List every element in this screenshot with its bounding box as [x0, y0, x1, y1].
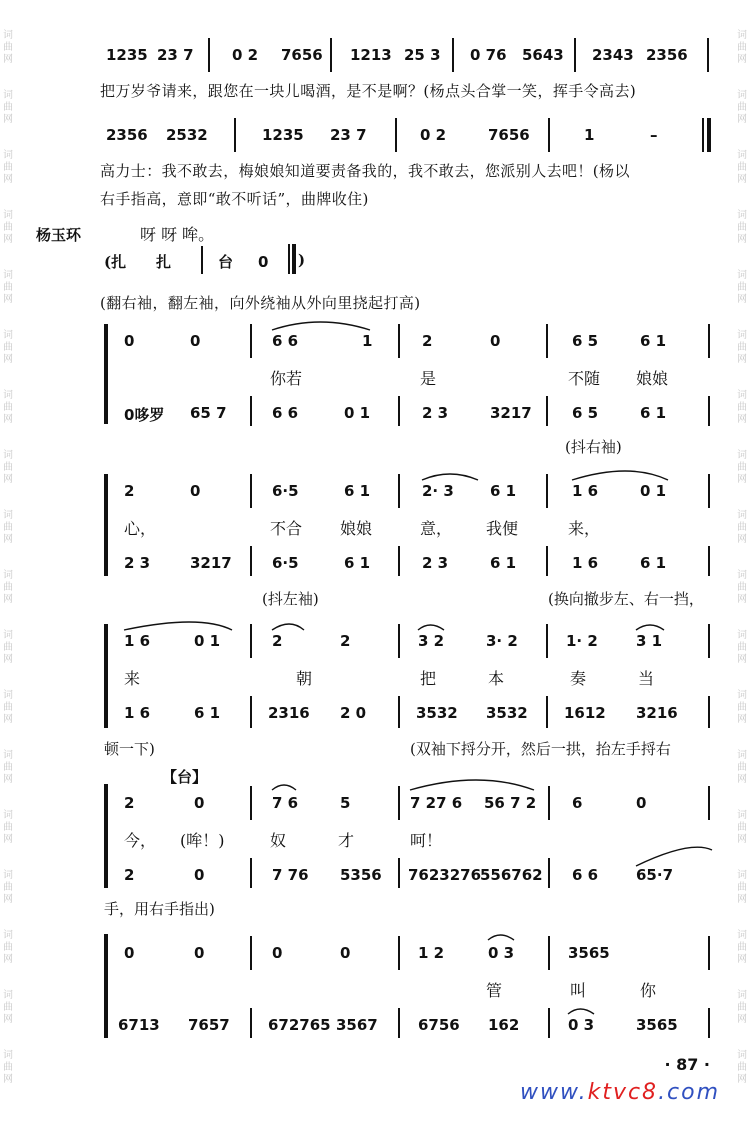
percussion: (扎 [104, 253, 127, 271]
slur [418, 625, 444, 630]
watermark-text: 词曲网 [737, 30, 747, 65]
watermark-text: 词曲网 [3, 990, 13, 1025]
watermark-text: 词曲网 [3, 690, 13, 725]
watermark-text: 词曲网 [737, 690, 747, 725]
note: 3217 [190, 554, 232, 572]
note: 3565 [636, 1016, 678, 1034]
stage-direction: (双袖下捋分开，然后一拱，抬左手捋右 [410, 740, 671, 758]
note: 0 3 [568, 1016, 595, 1034]
note: 0 [124, 332, 135, 350]
note: 6 [572, 794, 583, 812]
note: 2356 [646, 46, 688, 64]
note: 2 [272, 632, 283, 650]
note: 6 5 [572, 332, 599, 350]
note: 6 1 [344, 554, 371, 572]
lyric: 把 [420, 669, 437, 688]
stage-direction: 高力士：我不敢去，梅娘娘知道要责备我的，我不敢去，您派别人去吧！(杨以 [100, 162, 630, 180]
note: 6·5 [272, 554, 299, 572]
note: 2 3 [422, 554, 449, 572]
note: 6·5 [272, 482, 299, 500]
note: 6 1 [640, 554, 667, 572]
note: 0 1 [194, 632, 221, 650]
note: 3217 [490, 404, 532, 422]
watermark-text: 词曲网 [3, 510, 13, 545]
watermark-text: 词曲网 [3, 750, 13, 785]
note: 6 1 [640, 332, 667, 350]
note: 0 2 [420, 126, 447, 144]
watermark-text: 词曲网 [3, 450, 13, 485]
stage-direction: 顿一下) [104, 740, 155, 758]
slur [636, 847, 712, 866]
slur [272, 322, 370, 330]
lyric: 不合 [270, 519, 303, 538]
note: 0哆罗 [124, 406, 165, 424]
note: 1235 [106, 46, 148, 64]
lyric: 娘娘 [636, 369, 669, 388]
slur [568, 1009, 594, 1014]
note: 1612 [564, 704, 606, 722]
note: 2 [340, 632, 351, 650]
note: 0 [194, 944, 205, 962]
note: 6713 [118, 1016, 160, 1034]
watermark-text: 词曲网 [737, 330, 747, 365]
watermark-text: 词曲网 [737, 750, 747, 785]
watermark-text: 词曲网 [737, 570, 747, 605]
note: 2 [422, 332, 433, 350]
note: 2 [124, 866, 135, 884]
slur [272, 785, 296, 790]
watermark-text: 词曲网 [3, 210, 13, 245]
note: 6 1 [344, 482, 371, 500]
note: 1235 [262, 126, 304, 144]
watermark-text: 词曲网 [3, 390, 13, 425]
note: 3567 [336, 1016, 378, 1034]
note: 0 [190, 332, 201, 350]
watermark-text: 词曲网 [737, 150, 747, 185]
watermark-text: 词曲网 [737, 270, 747, 305]
note: 0 [194, 794, 205, 812]
note: 6 6 [272, 404, 299, 422]
note: 2356 [106, 126, 148, 144]
lyric: 娘娘 [340, 519, 373, 538]
note: 672765 [268, 1016, 331, 1034]
note: 0 [124, 944, 135, 962]
percussion: 0 [258, 253, 269, 271]
lyric: 本 [488, 669, 505, 688]
stage-note: (抖左袖) [262, 590, 319, 608]
note: 5643 [522, 46, 564, 64]
note: 6 6 [272, 332, 299, 350]
lyric: 奴 [270, 831, 287, 850]
note: 1 [584, 126, 595, 144]
lyric: 来， [568, 519, 601, 538]
watermark-text: 词曲网 [3, 570, 13, 605]
note: 23 7 [157, 46, 194, 64]
stage-note: (换向撤步左、右一挡， [548, 590, 704, 608]
lyric: 心， [124, 519, 157, 538]
note: 2532 [166, 126, 208, 144]
stage-direction: (翻右袖，翻左袖，向外绕袖从外向里挠起打高) [100, 294, 421, 312]
note: 2 [124, 482, 135, 500]
slur [488, 935, 514, 940]
lyric: 才 [338, 831, 355, 850]
lyric: 是 [420, 369, 437, 388]
slur [422, 474, 478, 480]
note: 1 6 [572, 554, 599, 572]
site-suffix: .com [658, 1080, 721, 1105]
slur [124, 622, 232, 630]
note: 1 6 [124, 704, 151, 722]
site-watermark [520, 1080, 720, 1105]
note: 0 [194, 866, 205, 884]
stage-direction: 右手指高，意即“敢不听话”，曲牌收住) [100, 190, 369, 208]
note: 23 7 [330, 126, 367, 144]
stage-note: (抖右袖) [565, 438, 622, 456]
note: 6 6 [572, 866, 599, 884]
note: 7623276 [408, 866, 482, 884]
note: 6 1 [640, 404, 667, 422]
watermark-text: 词曲网 [3, 810, 13, 845]
note: 6 5 [572, 404, 599, 422]
watermark-text: 词曲网 [3, 90, 13, 125]
note: 0 [340, 944, 351, 962]
watermark-text: 词曲网 [3, 270, 13, 305]
note: 556762 [480, 866, 543, 884]
watermark-text: 词曲网 [3, 330, 13, 365]
note: 6 1 [490, 554, 517, 572]
note: 1 [362, 332, 373, 350]
note: 7657 [188, 1016, 230, 1034]
watermark-text: 词曲网 [737, 1050, 747, 1085]
note: 2 3 [422, 404, 449, 422]
lyric: 你若 [270, 369, 303, 388]
note: 0 [636, 794, 647, 812]
note: 65·7 [636, 866, 674, 884]
note: 0 1 [640, 482, 667, 500]
lyric: 管 [486, 981, 503, 1000]
note: 0 76 [470, 46, 507, 64]
note: 2 3 [124, 554, 151, 572]
watermark-text: 词曲网 [737, 990, 747, 1025]
lyric: (哞！) [180, 831, 225, 850]
slur [272, 624, 304, 630]
note: 1213 [350, 46, 392, 64]
note: 162 [488, 1016, 520, 1034]
lyric: 意， [420, 519, 453, 538]
lyric: 不随 [568, 369, 601, 388]
watermark-text: 词曲网 [3, 30, 13, 65]
watermark-text: 词曲网 [3, 870, 13, 905]
note: 7656 [281, 46, 323, 64]
note: 1· 2 [566, 632, 598, 650]
watermark-text: 词曲网 [3, 150, 13, 185]
note: 5 [340, 794, 351, 812]
note: 3 2 [418, 632, 445, 650]
watermark-text: 词曲网 [3, 930, 13, 965]
watermark-text: 词曲网 [737, 510, 747, 545]
note: 2 [124, 794, 135, 812]
watermark-text: 词曲网 [737, 90, 747, 125]
lyric: 叫 [570, 981, 587, 1000]
note: 7 76 [272, 866, 309, 884]
watermark-text: 词曲网 [737, 210, 747, 245]
stage-direction: 手，用右手指出) [104, 900, 215, 918]
lyric: 你 [640, 981, 657, 1000]
watermark-text: 词曲网 [3, 630, 13, 665]
lyric: 奏 [570, 669, 587, 688]
lyric: 朝 [296, 669, 313, 688]
note: 3565 [568, 944, 610, 962]
note: 0 3 [488, 944, 515, 962]
lyric: 我便 [486, 519, 519, 538]
note: 6 1 [490, 482, 517, 500]
note: 5356 [340, 866, 382, 884]
note: 2· 3 [422, 482, 454, 500]
watermark-text: 词曲网 [737, 930, 747, 965]
note: 6 1 [194, 704, 221, 722]
note: 0 [490, 332, 501, 350]
note: 0 [190, 482, 201, 500]
speaker-line: 呀 呀 哞。 [140, 225, 215, 244]
percussion: ) [298, 251, 306, 269]
note: 7 6 [272, 794, 299, 812]
lyric: 当 [638, 669, 655, 688]
watermark-text: 词曲网 [737, 810, 747, 845]
note: 0 2 [232, 46, 259, 64]
site-prefix: www. [520, 1080, 588, 1105]
page-number: · 87 · [664, 1055, 710, 1074]
section-label: 【台】 [162, 768, 208, 786]
slur [410, 780, 534, 790]
watermark-text: 词曲网 [737, 630, 747, 665]
stage-direction: 把万岁爷请来，跟您在一块儿喝酒，是不是啊？(杨点头合掌一笑，挥手令高去) [100, 82, 637, 100]
watermark-text: 词曲网 [737, 450, 747, 485]
note: 1 2 [418, 944, 445, 962]
note: 0 1 [344, 404, 371, 422]
note: 7 27 6 [410, 794, 463, 812]
note: 2343 [592, 46, 634, 64]
watermark-text: 词曲网 [737, 870, 747, 905]
note: 6756 [418, 1016, 460, 1034]
note: 0 [272, 944, 283, 962]
watermark-text: 词曲网 [737, 390, 747, 425]
speaker-name: 杨玉环 [36, 226, 82, 244]
note: 3 1 [636, 632, 663, 650]
note: 2316 [268, 704, 310, 722]
watermark-text: 词曲网 [3, 1050, 13, 1085]
note: 2 0 [340, 704, 367, 722]
note: – [650, 126, 658, 144]
percussion: 扎 [156, 253, 172, 271]
note: 1 6 [572, 482, 599, 500]
slur [636, 625, 664, 630]
lyric: 来 [124, 669, 141, 688]
site-mid: ktvc8 [587, 1080, 659, 1105]
note: 3532 [416, 704, 458, 722]
note: 3· 2 [486, 632, 518, 650]
note: 7656 [488, 126, 530, 144]
note: 56 7 2 [484, 794, 537, 812]
note: 25 3 [404, 46, 441, 64]
lyric: 呵！ [410, 831, 443, 850]
note: 1 6 [124, 632, 151, 650]
note: 65 7 [190, 404, 227, 422]
slur [572, 471, 668, 480]
note: 3532 [486, 704, 528, 722]
lyric: 今， [124, 831, 157, 850]
percussion: 台 [218, 253, 234, 271]
note: 3216 [636, 704, 678, 722]
